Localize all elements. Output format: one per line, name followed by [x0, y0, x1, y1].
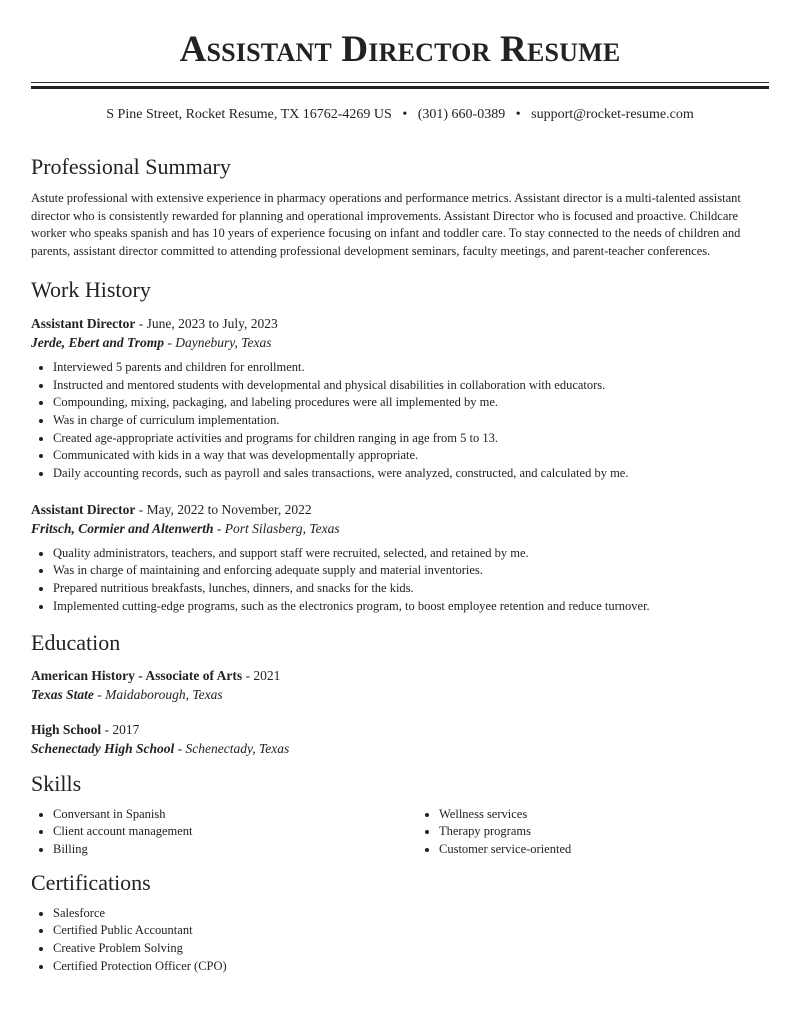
- professional-summary-section: [31, 153, 769, 261]
- job-entry: [31, 500, 769, 616]
- contact-address: S Pine Street, Rocket Resume, TX 16762-4269 US: [106, 107, 392, 122]
- skills-section: [31, 770, 769, 859]
- work-history-section: [31, 276, 769, 616]
- job-bullets: [31, 359, 769, 483]
- skills-list-left: [31, 806, 417, 859]
- list-item: • Implemented cutting-edge programs, such as the electronics program, to boost employee retention and reduce turnover.: [53, 598, 769, 616]
- school-name: Texas State: [31, 686, 94, 702]
- list-item: • Billing: [53, 841, 417, 859]
- list-item: • Creative Problem Solving: [53, 940, 769, 958]
- list-item: • Customer service-oriented: [439, 841, 769, 859]
- degree: High School: [31, 721, 102, 737]
- list-item: • Salesforce: [53, 905, 769, 923]
- list-item: • Conversant in Spanish: [53, 806, 417, 824]
- degree-line: [31, 720, 769, 739]
- list-item: • Was in charge of curriculum implementation.: [53, 412, 769, 430]
- section-heading: Skills: [31, 770, 82, 796]
- list-item: • Communicated with kids in a way that was developmentally appropriate.: [53, 447, 769, 465]
- list-item: • Quality administrators, teachers, and support staff were recruited, selected, and retained by me.: [53, 545, 769, 563]
- resume-title: Assistant Director Resume: [179, 29, 621, 70]
- list-item: • Daily accounting records, such as payroll and sales transactions, were analyzed, constructed, and calculated by me.: [53, 465, 769, 483]
- contact-info: [31, 106, 769, 124]
- list-item: • Wellness services: [439, 806, 769, 824]
- list-item: • Was in charge of maintaining and enforcing adequate supply and material inventories.: [53, 562, 769, 580]
- list-item: • Interviewed 5 parents and children for enrollment.: [53, 359, 769, 377]
- education-entry: [31, 720, 769, 758]
- job-location: - Port Silasberg, Texas: [213, 520, 340, 536]
- bullet-separator: •: [402, 107, 408, 122]
- section-heading: Work History: [31, 276, 151, 302]
- contact-phone: (301) 660-0389: [417, 107, 506, 122]
- degree: American History - Associate of Arts: [31, 667, 243, 683]
- job-bullets: [31, 545, 769, 616]
- skills-list-right: [417, 806, 769, 859]
- school-line: [31, 685, 769, 704]
- school-name: Schenectady High School: [31, 740, 175, 756]
- list-item: • Instructed and mentored students with developmental and physical disabilities in collaboration with educators.: [53, 377, 769, 395]
- job-company: Fritsch, Cormier and Altenwerth: [31, 520, 214, 536]
- list-item: • Certified Protection Officer (CPO): [53, 958, 769, 976]
- section-heading: Professional Summary: [31, 154, 231, 179]
- school-location: - Maidaborough, Texas: [93, 686, 223, 702]
- job-title-line: [31, 500, 769, 519]
- graduation-year: - 2021: [242, 667, 281, 683]
- section-heading: Education: [31, 629, 121, 655]
- summary-text: Astute professional with extensive experience in pharmacy operations and performance metrics. Assistant director is a multi-talented assistant director who is consistently rewarded for planning and operational improvements. Assistant Director who is focused and proactive. Childcare worker who speaks spanish and has 10 years of experience focusing on infant and toddler care. To stay connected to the needs of children and parents, assistant director committed to attending professional development seminars, faculty meetings, and parent-teacher conferences.: [31, 191, 741, 259]
- job-company-line: [31, 519, 769, 538]
- header-divider-thin: [31, 82, 769, 83]
- skills-columns: [31, 806, 769, 859]
- job-title-line: [31, 314, 769, 333]
- degree-line: [31, 666, 769, 685]
- list-item: • Client account management: [53, 823, 417, 841]
- school-line: [31, 739, 769, 758]
- job-company-line: [31, 333, 769, 352]
- list-item: • Compounding, mixing, packaging, and labeling procedures were all implemented by me.: [53, 394, 769, 412]
- job-entry: [31, 314, 769, 483]
- job-location: - Daynebury, Texas: [164, 334, 272, 350]
- contact-email[interactable]: support@rocket-resume.com: [531, 107, 694, 122]
- job-dates: - June, 2023 to July, 2023: [135, 315, 278, 331]
- list-item: • Certified Public Accountant: [53, 922, 769, 940]
- job-title: Assistant Director: [31, 501, 136, 517]
- certifications-section: [31, 869, 769, 976]
- education-section: [31, 629, 769, 758]
- header-divider-thick: [31, 86, 769, 89]
- section-heading: Certifications: [31, 869, 151, 895]
- job-title: Assistant Director: [31, 315, 136, 331]
- list-item: • Prepared nutritious breakfasts, lunches, dinners, and snacks for the kids.: [53, 580, 769, 598]
- education-entry: [31, 666, 769, 704]
- list-item: • Created age-appropriate activities and programs for children ranging in age from 5 to 13.: [53, 430, 769, 448]
- list-item: • Therapy programs: [439, 823, 769, 841]
- certifications-list: [31, 905, 769, 976]
- job-company: Jerde, Ebert and Tromp: [31, 334, 164, 350]
- job-dates: - May, 2022 to November, 2022: [135, 501, 312, 517]
- graduation-year: - 2017: [101, 721, 140, 737]
- bullet-separator: •: [515, 107, 521, 122]
- school-location: - Schenectady, Texas: [174, 740, 290, 756]
